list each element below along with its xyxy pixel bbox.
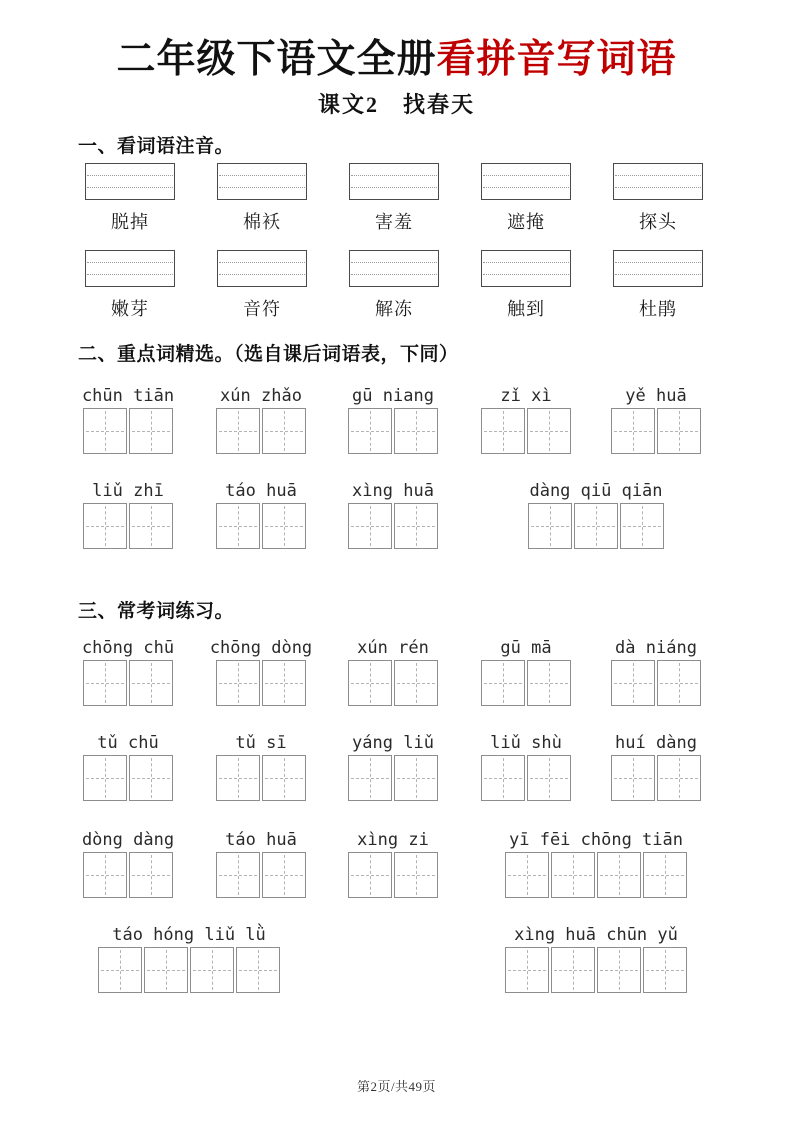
tian-zi-ge-box (505, 852, 549, 898)
tian-zi-ge-box (394, 755, 438, 801)
pinyin-label: xún zhǎo (220, 386, 302, 406)
character-box-group (505, 852, 687, 898)
word-label: 杜鹃 (639, 299, 677, 319)
character-box-group (216, 408, 306, 454)
word-label: 解冻 (375, 299, 413, 319)
word-annotation-cell (613, 163, 703, 232)
pinyin-ruled-box (217, 250, 307, 287)
tian-zi-ge-box (129, 408, 173, 454)
tian-zi-ge-box (216, 852, 260, 898)
pinyin-label: yě huā (625, 386, 687, 406)
tian-zi-ge-box (527, 408, 571, 454)
character-box-group (83, 852, 173, 898)
tian-zi-ge-box (643, 947, 687, 993)
tian-zi-ge-box (262, 852, 306, 898)
page-number: 第2页/共49页 (356, 1079, 437, 1094)
tian-zi-ge-box (481, 660, 525, 706)
word-annotation-cell (481, 250, 571, 319)
pinyin-label: liǔ zhī (92, 481, 164, 501)
pinyin-ruled-box (349, 163, 439, 200)
character-box-group (348, 852, 438, 898)
pinyin-label: tǔ chū (97, 733, 159, 753)
tian-zi-ge-box (348, 408, 392, 454)
tian-zi-ge-box (527, 660, 571, 706)
tian-zi-ge-box (129, 755, 173, 801)
tian-zi-ge-box (83, 660, 127, 706)
character-box-group (611, 408, 701, 454)
tian-zi-ge-box (528, 503, 572, 549)
tian-zi-ge-box (144, 947, 188, 993)
character-box-group (505, 947, 687, 993)
character-box-group (216, 503, 306, 549)
word-label: 探头 (639, 212, 677, 232)
character-box-group (528, 503, 664, 549)
tian-zi-ge-box (505, 947, 549, 993)
character-box-group (348, 660, 438, 706)
pinyin-ruled-box (349, 250, 439, 287)
tian-zi-ge-box (262, 755, 306, 801)
pinyin-label: táo hóng liǔ lǜ (112, 925, 266, 945)
tian-zi-ge-box (129, 660, 173, 706)
word-annotation-cell (85, 163, 175, 232)
section-one-heading: 一、看词语注音。 (78, 136, 235, 157)
pinyin-label: gū mā (500, 638, 552, 658)
pinyin-label: chōng chū (81, 638, 175, 658)
tian-zi-ge-box (551, 947, 595, 993)
word-annotation-cell (85, 250, 175, 319)
character-box-group (98, 947, 280, 993)
word-label: 触到 (507, 299, 545, 319)
tian-zi-ge-box (216, 755, 260, 801)
character-box-group (611, 660, 701, 706)
character-box-group (348, 503, 438, 549)
title-black-part: 二年级下语文全册 (116, 38, 437, 81)
tian-zi-ge-box (98, 947, 142, 993)
pinyin-ruled-box (85, 250, 175, 287)
word-label: 棉袄 (243, 212, 281, 232)
pinyin-label: huí dàng (615, 733, 697, 753)
tian-zi-ge-box (262, 503, 306, 549)
word-label: 遮掩 (507, 212, 545, 232)
character-box-group (216, 755, 306, 801)
tian-zi-ge-box (394, 408, 438, 454)
tian-zi-ge-box (611, 755, 655, 801)
character-box-group (481, 660, 571, 706)
character-box-group (481, 408, 571, 454)
word-label: 嫩芽 (111, 299, 149, 319)
tian-zi-ge-box (262, 660, 306, 706)
word-label: 害羞 (375, 212, 413, 232)
tian-zi-ge-box (481, 755, 525, 801)
pinyin-label: xún rén (357, 638, 429, 658)
tian-zi-ge-box (262, 408, 306, 454)
tian-zi-ge-box (348, 503, 392, 549)
character-box-group (83, 408, 173, 454)
tian-zi-ge-box (611, 660, 655, 706)
pinyin-label: yī fēi chōng tiān (509, 830, 683, 850)
character-box-group (348, 408, 438, 454)
pinyin-label: chūn tiān (81, 386, 175, 406)
tian-zi-ge-box (236, 947, 280, 993)
pinyin-label: xìng huā chūn yǔ (514, 925, 678, 945)
tian-zi-ge-box (551, 852, 595, 898)
tian-zi-ge-box (83, 503, 127, 549)
pinyin-label: táo huā (225, 481, 297, 501)
tian-zi-ge-box (394, 503, 438, 549)
word-annotation-cell (217, 163, 307, 232)
tian-zi-ge-box (611, 408, 655, 454)
word-annotation-cell (481, 163, 571, 232)
pinyin-ruled-box (613, 250, 703, 287)
tian-zi-ge-box (597, 947, 641, 993)
pinyin-ruled-box (217, 163, 307, 200)
tian-zi-ge-box (216, 503, 260, 549)
pinyin-label: liǔ shù (490, 733, 562, 753)
page-title (0, 28, 793, 84)
pinyin-label: xìng huā (352, 481, 434, 501)
tian-zi-ge-box (643, 852, 687, 898)
word-label: 音符 (243, 299, 281, 319)
section-three-heading: 三、常考词练习。 (78, 601, 235, 622)
pinyin-label: yáng liǔ (352, 733, 434, 753)
pinyin-label: dàng qiū qiān (529, 481, 663, 501)
pinyin-label: táo huā (225, 830, 297, 850)
title-red-part: 看拼音写词语 (436, 38, 677, 81)
pinyin-ruled-box (85, 163, 175, 200)
tian-zi-ge-box (348, 852, 392, 898)
character-box-group (83, 755, 173, 801)
pinyin-ruled-box (613, 163, 703, 200)
tian-zi-ge-box (657, 755, 701, 801)
tian-zi-ge-box (394, 660, 438, 706)
tian-zi-ge-box (657, 408, 701, 454)
character-box-group (216, 660, 306, 706)
pinyin-label: chōng dòng (209, 638, 313, 658)
character-box-group (611, 755, 701, 801)
character-box-group (83, 660, 173, 706)
pinyin-label: zǐ xì (500, 386, 552, 406)
tian-zi-ge-box (129, 503, 173, 549)
tian-zi-ge-box (620, 503, 664, 549)
tian-zi-ge-box (83, 755, 127, 801)
pinyin-ruled-box (481, 250, 571, 287)
tian-zi-ge-box (190, 947, 234, 993)
pinyin-label: tǔ sī (235, 733, 287, 753)
tian-zi-ge-box (348, 660, 392, 706)
pinyin-label: dà niáng (615, 638, 697, 658)
tian-zi-ge-box (129, 852, 173, 898)
tian-zi-ge-box (348, 755, 392, 801)
tian-zi-ge-box (527, 755, 571, 801)
tian-zi-ge-box (394, 852, 438, 898)
word-label: 脱掉 (111, 212, 149, 232)
word-annotation-cell (217, 250, 307, 319)
tian-zi-ge-box (481, 408, 525, 454)
character-box-group (216, 852, 306, 898)
tian-zi-ge-box (83, 408, 127, 454)
lesson-subtitle: 课文2 找春天 (317, 92, 475, 117)
word-annotation-cell (349, 250, 439, 319)
word-annotation-cell (613, 250, 703, 319)
pinyin-label: dòng dàng (81, 830, 175, 850)
tian-zi-ge-box (216, 660, 260, 706)
word-annotation-cell (349, 163, 439, 232)
pinyin-ruled-box (481, 163, 571, 200)
character-box-group (481, 755, 571, 801)
character-box-group (348, 755, 438, 801)
section-two-heading: 二、重点词精选。（选自课后词语表，下同） (78, 344, 459, 365)
tian-zi-ge-box (83, 852, 127, 898)
tian-zi-ge-box (597, 852, 641, 898)
tian-zi-ge-box (574, 503, 618, 549)
tian-zi-ge-box (216, 408, 260, 454)
pinyin-label: xìng zi (357, 830, 429, 850)
character-box-group (83, 503, 173, 549)
tian-zi-ge-box (657, 660, 701, 706)
pinyin-label: gū niang (352, 386, 434, 406)
